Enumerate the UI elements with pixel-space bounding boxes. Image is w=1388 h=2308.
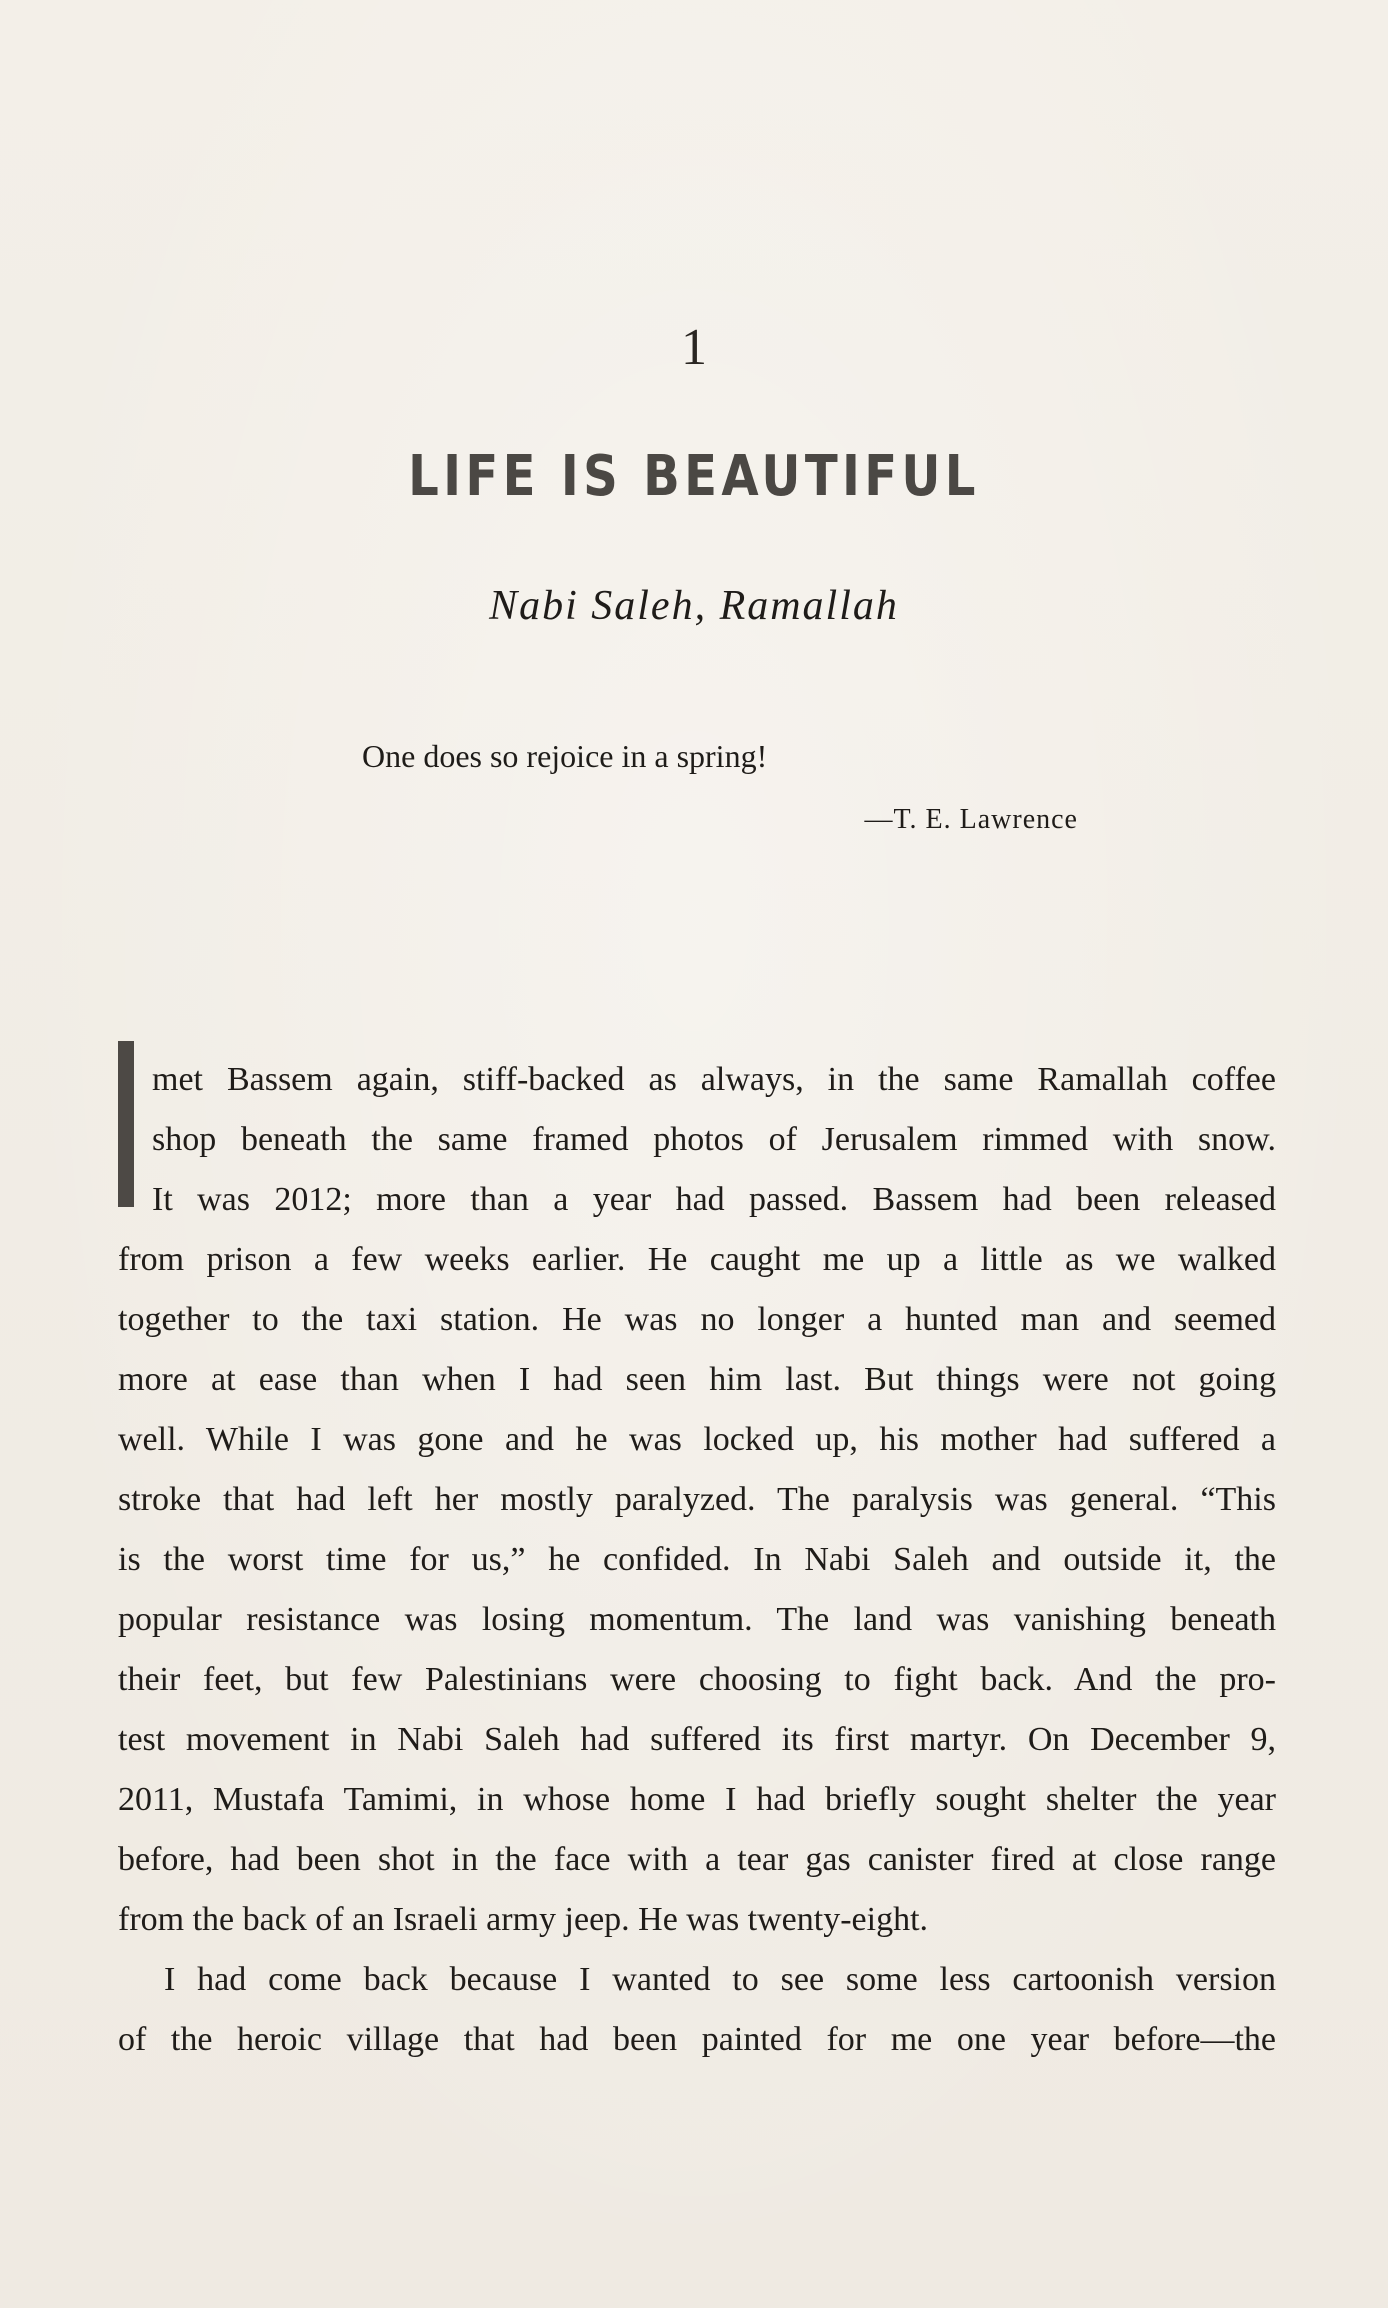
paragraph-1-line: together to the taxi station. He was no longer a hunted man and seemed	[118, 1301, 1276, 1338]
paragraph-1-line: stroke that had left her mostly paralyzed. The paralysis was general. “This	[118, 1481, 1276, 1518]
paragraph-1-line: from prison a few weeks earlier. He caught me up a little as we walked	[118, 1241, 1276, 1278]
paragraph-1-line: before, had been shot in the face with a tear gas canister fired at close range	[118, 1841, 1276, 1878]
paragraph-1-line: 2011, Mustafa Tamimi, in whose home I had briefly sought shelter the year	[118, 1781, 1276, 1818]
paragraph-1-line: more at ease than when I had seen him last. But things were not going	[118, 1361, 1276, 1398]
epigraph-quote: One does so rejoice in a spring!	[362, 738, 768, 774]
paragraph-1-line: met Bassem again, stiff-backed as always, in the same Ramallah coffee	[152, 1061, 1276, 1098]
paragraph-1-line: their feet, but few Palestinians were choosing to fight back. And the pro-	[118, 1661, 1276, 1698]
paragraph-1-line: from the back of an Israeli army jeep. He was twenty-eight.	[118, 1901, 929, 1938]
paragraph-2-line: of the heroic village that had been painted for me one year before—the	[118, 2021, 1276, 2058]
paragraph-1-line: popular resistance was losing momentum. The land was vanishing beneath	[118, 1601, 1276, 1638]
paragraph-1-line: test movement in Nabi Saleh had suffered its first martyr. On December 9,	[118, 1721, 1276, 1758]
epigraph-attribution: —T. E. Lawrence	[864, 804, 1078, 835]
paragraph-1-line: is the worst time for us,” he confided. In Nabi Saleh and outside it, the	[118, 1541, 1276, 1578]
chapter-number: 1	[681, 319, 707, 376]
paragraph-1-line: It was 2012; more than a year had passed. Bassem had been released	[152, 1181, 1276, 1218]
paragraph-1-line: well. While I was gone and he was locked up, his mother had suffered a	[118, 1421, 1276, 1458]
paragraph-2-line: I had come back because I wanted to see some less cartoonish version	[164, 1961, 1276, 1998]
drop-cap	[118, 1041, 134, 1207]
chapter-location: Nabi Saleh, Ramallah	[489, 583, 899, 629]
paragraph-1-line: shop beneath the same framed photos of Jerusalem rimmed with snow.	[152, 1121, 1276, 1158]
chapter-title: LIFE IS BEAUTIFUL	[408, 444, 980, 509]
